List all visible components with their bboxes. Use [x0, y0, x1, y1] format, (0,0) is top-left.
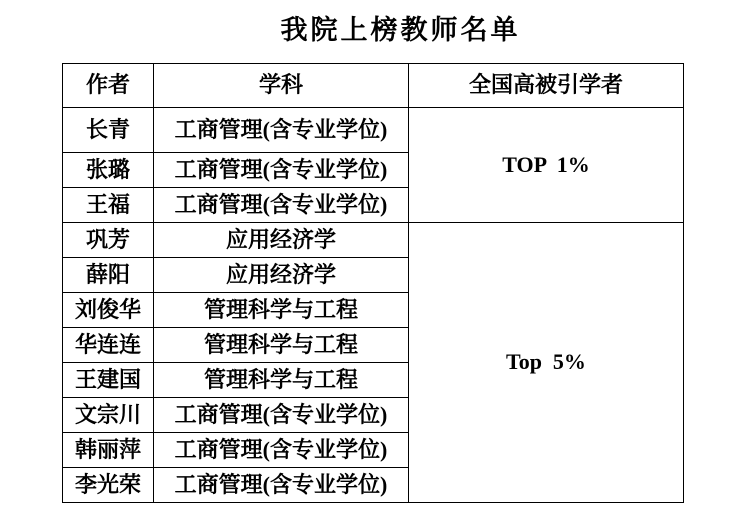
author-cell: 李光荣: [63, 468, 154, 503]
discipline-cell: 工商管理(含专业学位): [154, 468, 409, 503]
author-cell: 长青: [63, 108, 154, 153]
rank-cell-top5: Top 5%: [409, 223, 684, 503]
page-title: 我院上榜教师名单: [280, 15, 521, 45]
header-category: 全国高被引学者: [409, 64, 684, 108]
author-cell: 王福: [63, 188, 154, 223]
discipline-cell: 工商管理(含专业学位): [154, 398, 409, 433]
author-cell: 巩芳: [63, 223, 154, 258]
author-cell: 王建国: [63, 363, 154, 398]
author-cell: 华连连: [63, 328, 154, 363]
discipline-cell: 工商管理(含专业学位): [154, 433, 409, 468]
discipline-cell: 应用经济学: [154, 258, 409, 293]
discipline-cell: 工商管理(含专业学位): [154, 153, 409, 188]
author-cell: 张璐: [63, 153, 154, 188]
discipline-cell: 工商管理(含专业学位): [154, 188, 409, 223]
discipline-cell: 管理科学与工程: [154, 328, 409, 363]
discipline-cell: 工商管理(含专业学位): [154, 108, 409, 153]
discipline-cell: 管理科学与工程: [154, 363, 409, 398]
author-cell: 文宗川: [63, 398, 154, 433]
table-header-row: [63, 64, 684, 108]
table-row: [63, 223, 684, 258]
author-cell: 薛阳: [63, 258, 154, 293]
rank-cell-top1: TOP 1%: [409, 108, 684, 223]
author-cell: 韩丽萍: [63, 433, 154, 468]
discipline-cell: 管理科学与工程: [154, 293, 409, 328]
teachers-table: [62, 63, 684, 503]
author-cell: 刘俊华: [63, 293, 154, 328]
header-author: 作者: [63, 64, 154, 108]
discipline-cell: 应用经济学: [154, 223, 409, 258]
header-discipline: 学科: [154, 64, 409, 108]
table-row: [63, 108, 684, 153]
